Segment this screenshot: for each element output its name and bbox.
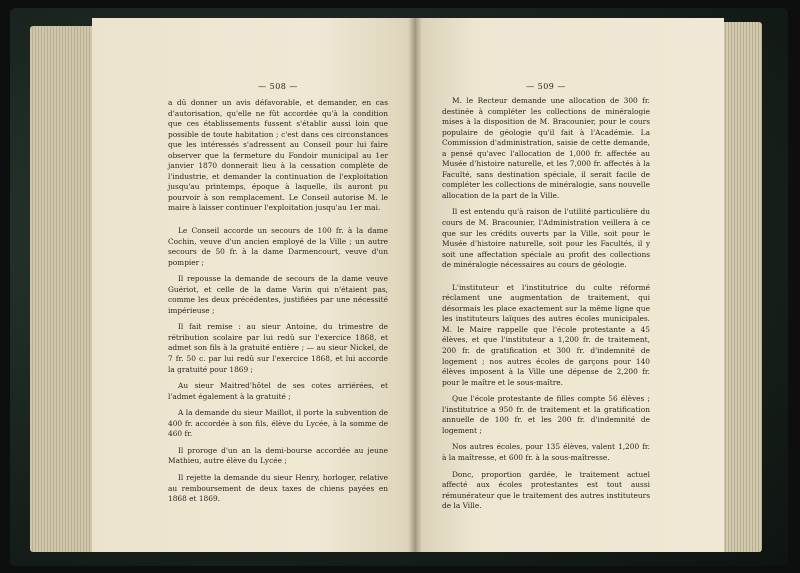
paragraph: Donc, proportion gardée, le traitement actuel affecté aux écoles protestantes est tout aussi rémunérateur que le traitement des autres instituteurs de la Ville. xyxy=(442,469,650,511)
book-gutter xyxy=(408,18,422,552)
page-number-left: — 508 — xyxy=(258,82,298,91)
left-page-edges xyxy=(30,26,96,552)
paragraph: Le Conseil accorde un secours de 100 fr. à la dame Cochin, veuve d'un ancien employé de la Ville ; un autre secours de 50 fr. à la dame Darmencourt, veuve d'un pompier ; xyxy=(168,226,388,267)
left-page xyxy=(92,18,414,552)
paragraph: Au sieur Maitred'hôtel de ses cotes arriérées, et l'admet également à la gratuité ; xyxy=(168,381,388,401)
right-page-text xyxy=(442,96,650,512)
paragraph: Nos autres écoles, pour 135 élèves, valent 1,200 fr. à la maîtresse, et 600 fr. à la sous-maîtresse. xyxy=(442,442,650,462)
paragraph: Il rejette la demande du sieur Henry, horloger, relative au remboursement de deux taxes de chiens payées en 1868 et 1869. xyxy=(168,472,388,504)
paragraph: Il fait remise : au sieur Antoine, du trimestre de rétribution scolaire par lui redû sur l'exercice 1868, et admet son fils à la gratuité entière ; — au sieur Nickel, de 7 fr. 50 c. par lui redû sur l'exercice 1868, et lui accorde la gratuité pour 1869 ; xyxy=(168,322,388,374)
paragraph: Il proroge d'un an la demi-bourse accordée au jeune Mathieu, autre élève du Lycée ; xyxy=(168,445,388,466)
paragraph: Il repousse la demande de secours de la dame veuve Guériot, et celle de la dame Varin qui n'étaient pas, comme les deux précédentes, justifiées par une nécessité impérieuse ; xyxy=(168,274,388,315)
paragraph: Il est entendu qu'à raison de l'utilité particulière du cours de M. Bracounier, l'Administration veillera à ce que sur les crédits ouverts par la Ville, soit pour le Musée d'histoire naturelle, soit pour les Facultés, il y soit une affectation spéciale au profit des collections de minéralogie nécessaires au cours de géologie. xyxy=(442,207,650,270)
paragraph: A la demande du sieur Maillot, il porte la subvention de 400 fr. accordée à son fils, élève du Lycée, à la somme de 460 fr. xyxy=(168,408,388,439)
right-page xyxy=(414,18,724,552)
paragraph: M. le Recteur demande une allocation de 300 fr. destinée à compléter les collections de minéralogie mises à la disposition de M. Bracounier, pour le cours populaire de géologie qu'il fait à l'Académie. La Commission d'administration, saisie de cette demande, a pensé qu'avec l'allocation de 1,000 fr. affectée au Musée d'histoire naturelle, et les 7,000 fr. affectés à la Faculté, sans destination spéciale, il serait facile de compléter les collections de minéralogie, sans nouvelle allocation de la part de la Ville. xyxy=(442,96,650,200)
paragraph: L'instituteur et l'institutrice du culte réformé réclament une augmentation de traitement, qui désormais les place exactement sur la même ligne que les instituteurs laïques des autres écoles municipales. M. le Maire rappelle que l'école protestante a 45 élèves, et que l'instituteur a 1,200 fr. de traitement, 200 fr. de gratification et 300 fr. d'indemnité de logement ; nos autres écoles de garçons pour 140 élèves imposent à la Ville une dépense de 2,200 fr. pour le maître et le sous-maître. xyxy=(442,282,650,387)
paragraph: a dû donner un avis défavorable, et demander, en cas d'autorisation, qu'elle ne fût accordée qu'à la condition que ces établissements fussent s'établir aussi loin que possible de toute habitation ; c'est dans ces circonstances que les intéressés s'adressent au Conseil pour lui faire observer que la fermeture du Fondoir municipal au 1er janvier 1870 donnerait lieu à la cessation complète de l'industrie, et demander la continuation de l'exploitation jusqu'au printemps, époque à laquelle, ils auront pu pourvoir à son remplacement. Le Conseil autorise M. le maire à laisser continuer l'exploitation jusqu'au 1er mai. xyxy=(168,98,388,213)
page-number-right: — 509 — xyxy=(526,82,566,91)
paragraph: Que l'école protestante de filles compte 56 élèves ; l'institutrice a 950 fr. de traitement et la gratification annuelle de 100 fr. et les 200 fr. d'indemnité de logement ; xyxy=(442,394,650,435)
right-page-edges xyxy=(720,22,762,552)
left-page-text xyxy=(168,98,388,505)
